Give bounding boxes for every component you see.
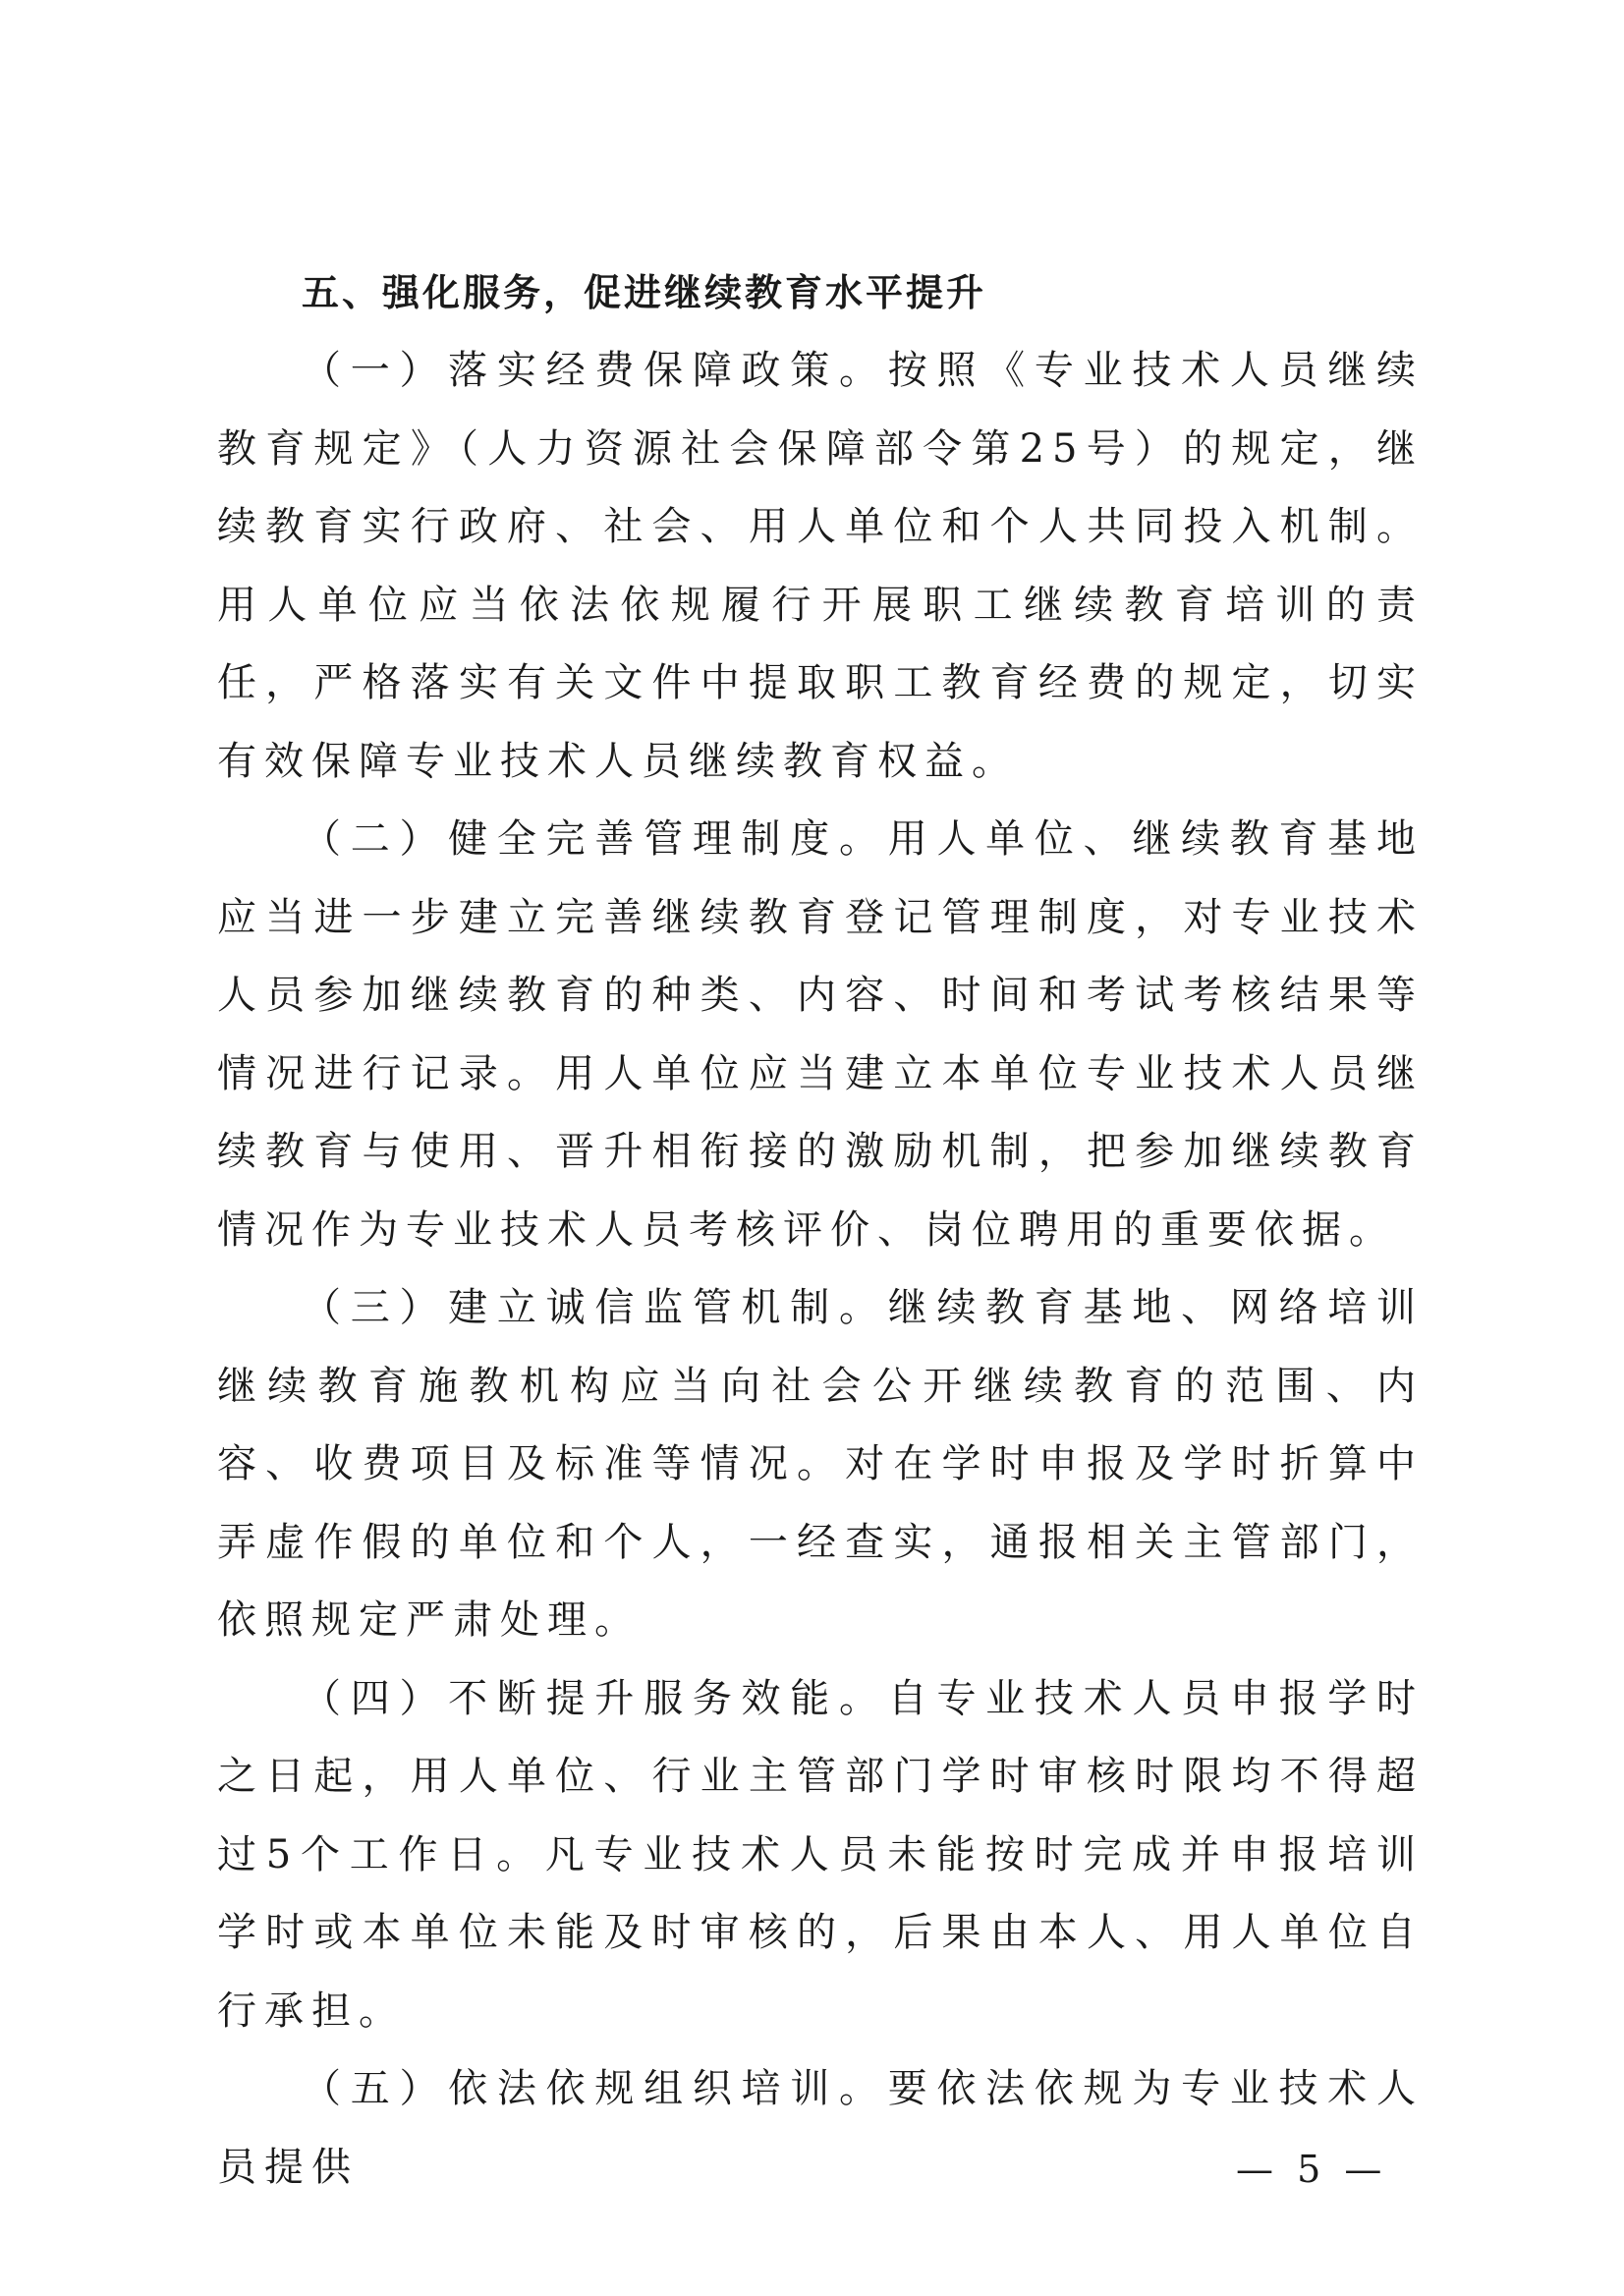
paragraph-3: （三）建立诚信监管机制。继续教育基地、网络培训继续教育施教机构应当向社会公开继续教育的范围、内容、收费项目及标准等情况。对在学时申报及学时折算中弄虚作假的单位和个人，一经查实，通报相关主管部门，依照规定严肃处理。	[217, 1285, 1424, 1643]
paragraph-5: （五）依法依规组织培训。要依法依规为专业技术人员提供	[217, 2066, 1424, 2190]
paragraph-2: （二）健全完善管理制度。用人单位、继续教育基地应当进一步建立完善继续教育登记管理制度，对专业技术人员参加继续教育的种类、内容、时间和考试考核结果等情况进行记录。用人单位应当建立本单位专业技术人员继续教育与使用、晋升相衔接的激励机制，把参加继续教育情况作为专业技术人员考核评价、岗位聘用的重要依据。	[217, 816, 1424, 1253]
body-text	[217, 332, 1424, 2207]
paragraph-4: （四）不断提升服务效能。自专业技术人员申报学时之日起，用人单位、行业主管部门学时审核时限均不得超过5个工作日。凡专业技术人员未能按时完成并申报培训学时或本单位未能及时审核的，后果由本人、用人单位自行承担。	[217, 1675, 1424, 2034]
section-heading: 五、强化服务，促进继续教育水平提升	[302, 271, 987, 314]
paragraph-1: （一）落实经费保障政策。按照《专业技术人员继续教育规定》（人力资源社会保障部令第25号）的规定，继续教育实行政府、社会、用人单位和个人共同投入机制。用人单位应当依法依规履行开展职工继续教育培训的责任，严格落实有关文件中提取职工教育经费的规定，切实有效保障专业技术人员继续教育权益。	[217, 348, 1424, 784]
page-number: — 5 —	[1236, 2148, 1388, 2191]
